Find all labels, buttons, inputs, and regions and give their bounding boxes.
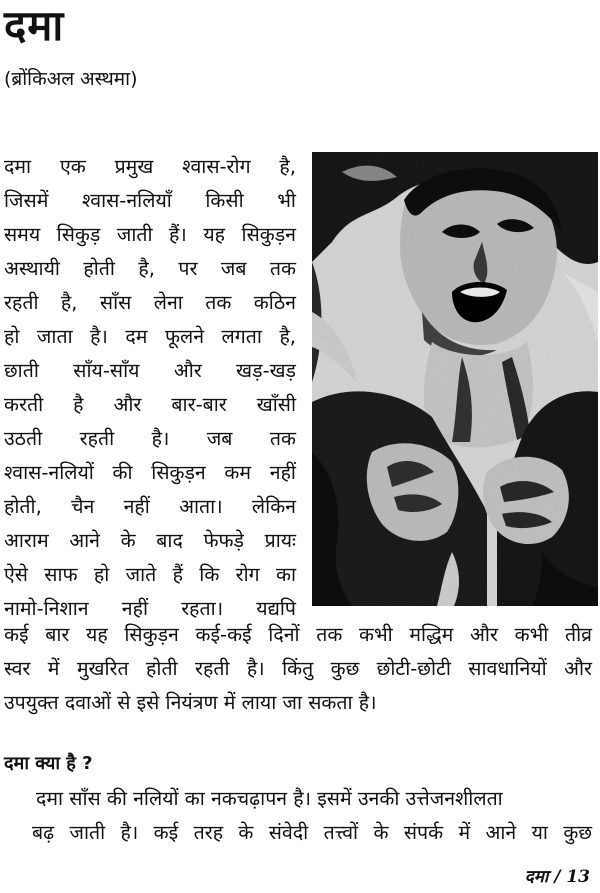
asthma-patient-photo bbox=[312, 152, 598, 606]
paragraph-line: दमा एक प्रमुख श्वास-रोग है, bbox=[4, 155, 296, 178]
page-footer: दमा / 13 bbox=[524, 867, 590, 887]
continued-paragraph bbox=[4, 618, 592, 720]
paragraph-line: उपयुक्त दवाओं से इसे नियंत्रण में लाया जा सकता है। bbox=[4, 691, 377, 714]
intro-paragraph bbox=[4, 150, 296, 626]
paragraph-line: नामो-निशान नहीं रहता। यद्यपि bbox=[4, 597, 296, 620]
paragraph-line: रहती है, साँस लेना तक कठिन bbox=[4, 291, 296, 314]
paragraph-line: हो जाता है। दम फूलने लगता है, bbox=[4, 325, 296, 348]
paragraph-line: समय सिकुड़ जाती हैं। यह सिकुड़न bbox=[4, 223, 296, 246]
paragraph-line: कई बार यह सिकुड़न कई-कई दिनों तक कभी मद्धिम और कभी तीव्र bbox=[4, 623, 592, 646]
paragraph-line: अस्थायी होती है, पर जब तक bbox=[4, 257, 296, 280]
paragraph-line: जिसमें श्वास-नलियाँ किसी भी bbox=[4, 189, 296, 212]
paragraph-line: श्वास-नलियों की सिकुड़न कम नहीं bbox=[4, 461, 296, 484]
section-heading: दमा क्या है ? bbox=[4, 753, 93, 774]
section-paragraph bbox=[4, 782, 592, 850]
paragraph-line: उठती रहती है। जब तक bbox=[4, 427, 296, 450]
paragraph-line: दमा साँस की नलियों का नकचढ़ापन है। इसमें उनकी उत्तेजनशीलता bbox=[36, 787, 503, 810]
page-subtitle: (ब्रोंकिअल अस्थमा) bbox=[4, 68, 138, 90]
paragraph-line: बढ़ जाती है। कई तरह के संवेदी तत्त्वों के संपर्क में आने या कुछ bbox=[32, 821, 592, 844]
page-title: दमा bbox=[4, 1, 65, 50]
paragraph-line: स्वर में मुखरित होती रहती है। किंतु कुछ छोटी-छोटी सावधानियों और bbox=[4, 657, 592, 680]
paragraph-line: आराम आने के बाद फेफड़े प्रायः bbox=[4, 529, 296, 552]
paragraph-line: छाती साँय-साँय और खड़-खड़ bbox=[4, 359, 296, 382]
paragraph-line: होती, चैन नहीं आता। लेकिन bbox=[4, 495, 296, 518]
photo-illustration bbox=[312, 152, 598, 606]
paragraph-line: ऐसे साफ हो जाते हैं कि रोग का bbox=[4, 563, 296, 586]
paragraph-line: करती है और बार-बार खाँसी bbox=[4, 393, 296, 416]
